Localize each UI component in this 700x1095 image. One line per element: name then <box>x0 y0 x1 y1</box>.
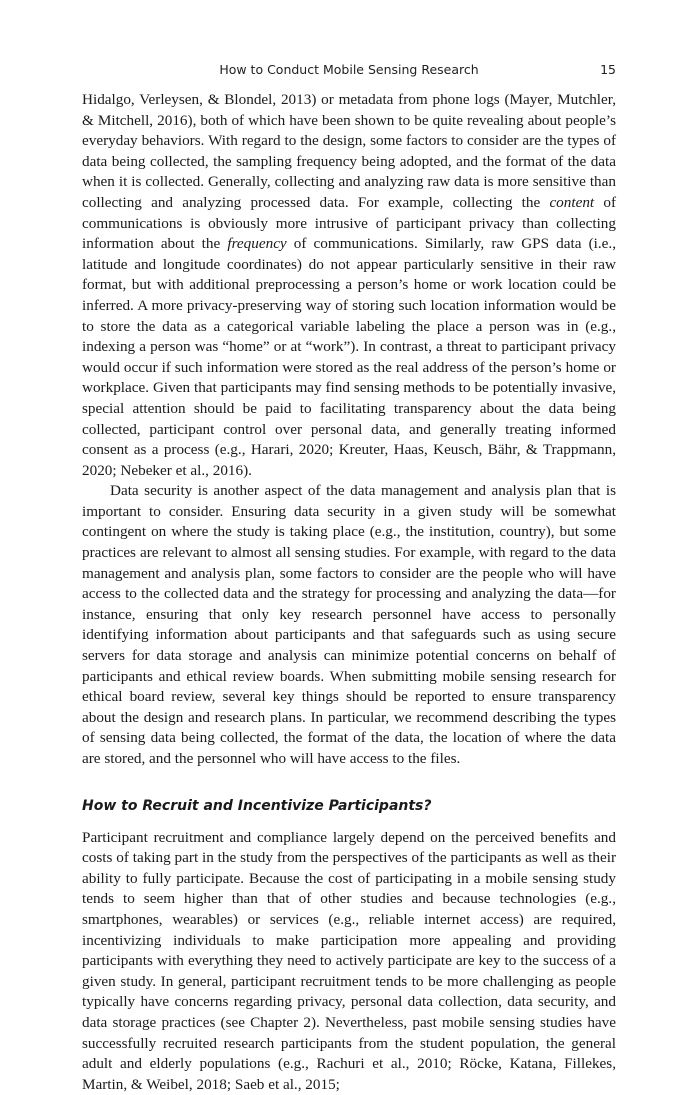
running-head <box>82 62 616 82</box>
emphasis-frequency: frequency <box>227 235 287 253</box>
paragraph-recruitment: Participant recruitment and compliance largely depend on the perceived benefits and costs of taking part in the study from the perspectives of the participants as well as their ability to fully participate. Because the cost of participating in a mobile sensing study tends to seem higher than that of other studies and because technologies (e.g., smartphones, wearables) or services (e.g., reliable internet access) are required, incentivizing individuals to make participation more appealing and providing participants with everything they need to actively participate are key to the success of a given study. In general, participant recruitment tends to be more challenging as people typically have concerns regarding privacy, personal data collection, data security, and data storage practices (see Chapter 2). Nevertheless, past mobile sensing studies have successfully recruited research participants from the student population, the general adult and elderly populations (e.g., Rachuri et al., 2010; Röcke, Katana, Fillekes, Martin, & Weibel, 2018; Saeb et al., 2015; <box>82 828 616 1093</box>
paragraph-privacy-part3: of communications. Similarly, raw GPS data (i.e., latitude and longitude coordinates) do not appear particularly sensitive in their raw format, but with additional preprocessing a person’s home or work location could be inferred. A more privacy-preserving way of storing such location information would be to store the data as a categorical variable labeling the place a person was in (e.g., indexing a person was “home” or at “work”). In contrast, a threat to participant privacy would occur if such information were stored as the real address of the person’s home or workplace. Given that participants may find sensing methods to be potentially invasive, special attention should be paid to facilitating transparency about the data being collected, participant control over personal data, and generally treating informed consent as a process (e.g., Harari, 2020; Kreuter, Haas, Keusch, Bähr, & Trappmann, 2020; Nebeker et al., 2016). <box>82 235 616 479</box>
paragraph-privacy-part1: Hidalgo, Verleysen, & Blondel, 2013) or metadata from phone logs (Mayer, Mutchler, & Mitchell, 2016), both of which have been shown to be quite revealing about people’s everyday behaviors. With regard to the design, some factors to consider are the types of data being collected, the sampling frequency being adopted, and the format of the data when it is collected. Generally, collecting and analyzing raw data is more sensitive than collecting and analyzing processed data. For example, collecting the <box>82 91 616 211</box>
paragraph-data-security: Data security is another aspect of the data management and analysis plan that is important to consider. Ensuring data security in a given study will be somewhat contingent on where the study is taking place (e.g., the institution, country), but some practices are relevant to almost all sensing studies. For example, with regard to the data management and analysis plan, some factors to consider are the people who will have access to the collected data and the strategy for processing and analyzing the data—for instance, ensuring that only key research personnel have access to personally identifying information about participants and that safeguards such as using secure servers for data storage and analysis can minimize potential concerns on behalf of participants and ethical review boards. When submitting mobile sensing research for ethical board review, several key things should be reported to ensure transparency about the design and research plans. In particular, we recommend describing the types of sensing data being collected, the format of the data, the location of where the data are stored, and the personnel who will have access to the files. <box>82 482 616 767</box>
page-number: 15 <box>600 62 616 77</box>
paragraph-privacy-part2: of communications is obviously more intrusive of participant privacy than collecting information about the <box>82 193 616 253</box>
emphasis-content: content <box>549 193 595 211</box>
running-title: How to Conduct Mobile Sensing Research <box>219 62 479 77</box>
paragraph-privacy <box>82 90 616 481</box>
body-text <box>82 90 616 1095</box>
section-heading: How to Recruit and Incentivize Participants? <box>82 797 432 814</box>
